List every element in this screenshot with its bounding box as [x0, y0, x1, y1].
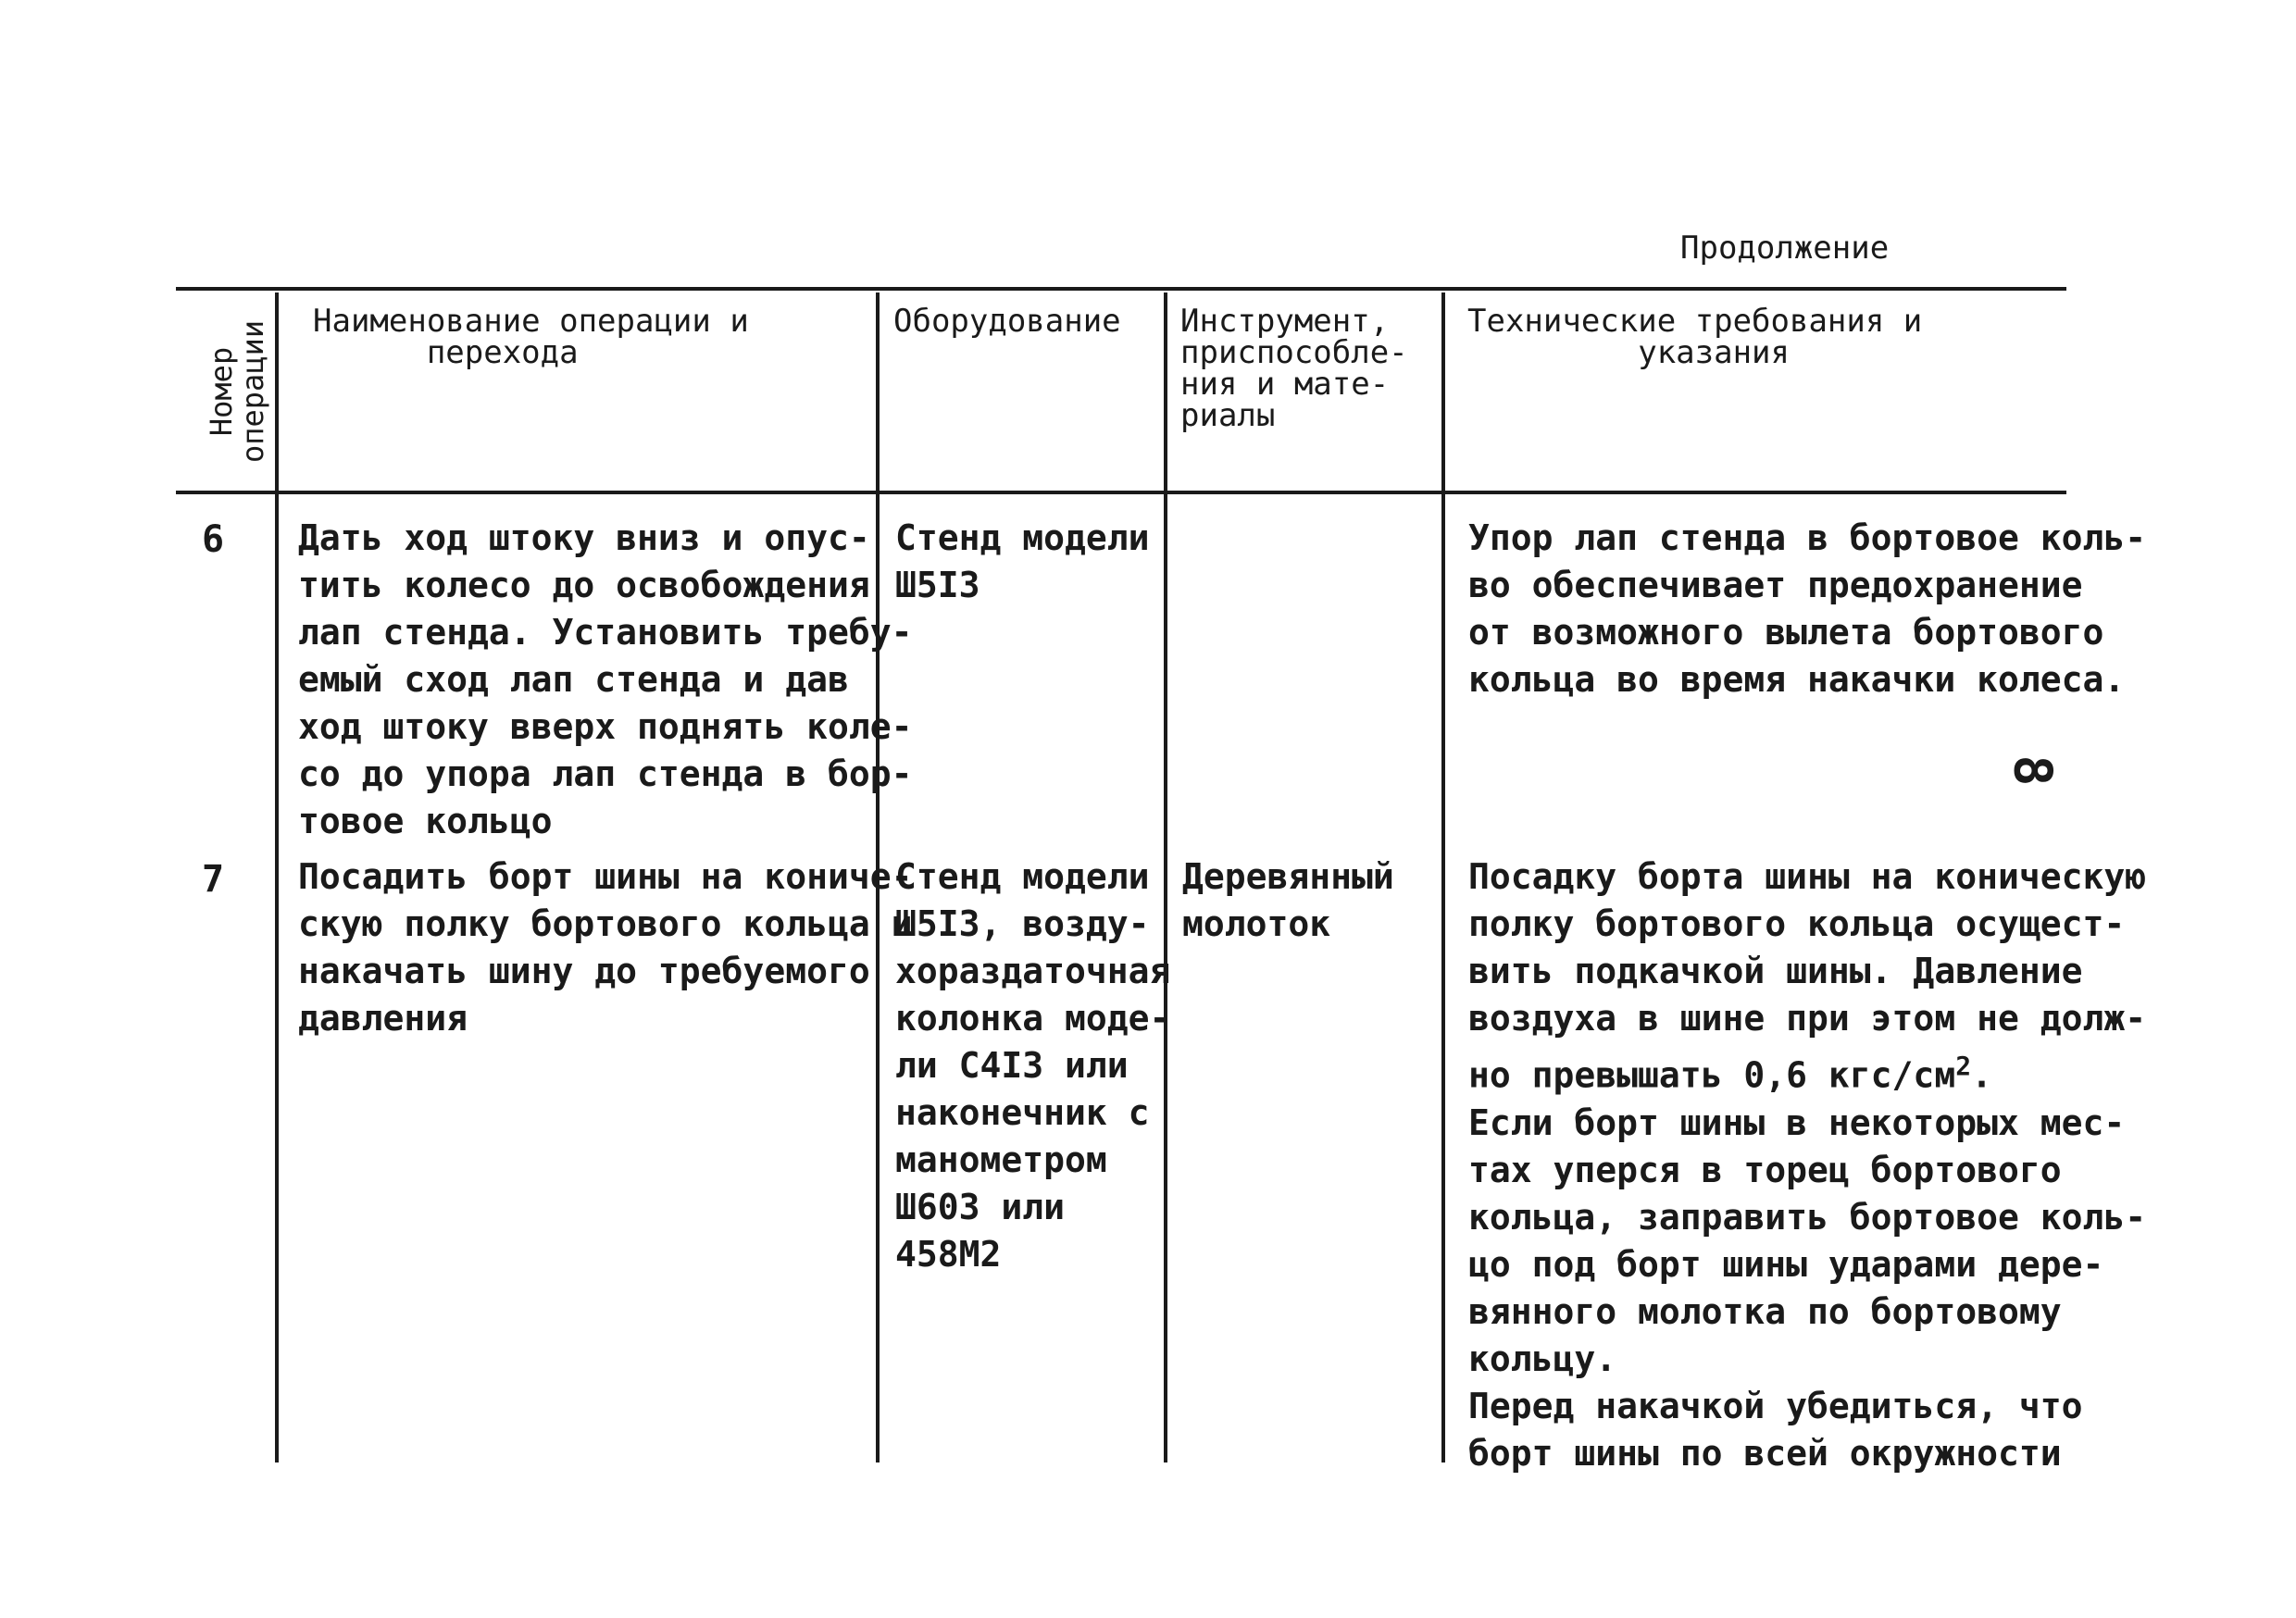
column-divider-1	[275, 292, 279, 1462]
row-6-equipment: Стенд модели Ш5I3	[895, 517, 1150, 605]
row-7-requirements-part-a: Посадку борта шины на коническую полку бортового кольца осущест- вить подкачкой шины. Давление воздуха в шине при этом не долж- но превышать 0,6 кгс/см	[1468, 856, 2147, 1096]
row-7-requirements-part-b: Если борт шины в некоторых мес- тах уперся в торец бортового кольца, заправить бортовое коль- цо под борт шины ударами дере- вянного молотка по бортовому кольцу. Перед накачкой убедиться, что борт шины по всей окружности	[1468, 1101, 2147, 1474]
superscript-2: 2	[1955, 1051, 1972, 1081]
row-7-requirements	[1468, 853, 2146, 1477]
row-7-operation: Посадить борт шины на кониче- скую полку бортового кольца и накачать шину до требуемого давления	[298, 856, 913, 1039]
table-top-border	[176, 287, 2066, 291]
header-op-number: Номер операции	[204, 319, 270, 463]
column-divider-4	[1441, 292, 1445, 1462]
row-6-operation: Дать ход штоку вниз и опус- тить колесо до освобождения лап стенда. Установить требу- емый сход лап стенда и дав ход штоку вверх поднять коле- со до упора лап стенда в бор- товое кольцо	[298, 517, 913, 841]
row-7-requirements-dot: .	[1971, 1054, 1992, 1096]
page-mark: 8	[2002, 754, 2063, 787]
row-6-requirements: Упор лап стенда в бортовое коль- во обеспечивает предохранение от возможного вылета бортового кольца во время накачки колеса.	[1468, 517, 2147, 700]
row-7-equipment: Стенд модели Ш5I3, возду- хораздаточная колонка моде- ли С4I3 или наконечник с манометром Ш603 или 458М2	[895, 856, 1171, 1275]
row-7-tools: Деревянный молоток	[1182, 856, 1394, 944]
header-bottom-border	[176, 491, 2066, 494]
header-requirements: Технические требования и указания	[1467, 303, 1923, 371]
row-7-number: 7	[202, 858, 225, 901]
row-6-number: 6	[202, 518, 225, 561]
header-equipment: Оборудование	[893, 303, 1121, 340]
header-tools: Инструмент, приспособле- ния и мате- риалы	[1180, 303, 1408, 434]
header-operation: Наименование операции и перехода	[313, 303, 749, 371]
continuation-label: Продолжение	[1680, 230, 1890, 267]
